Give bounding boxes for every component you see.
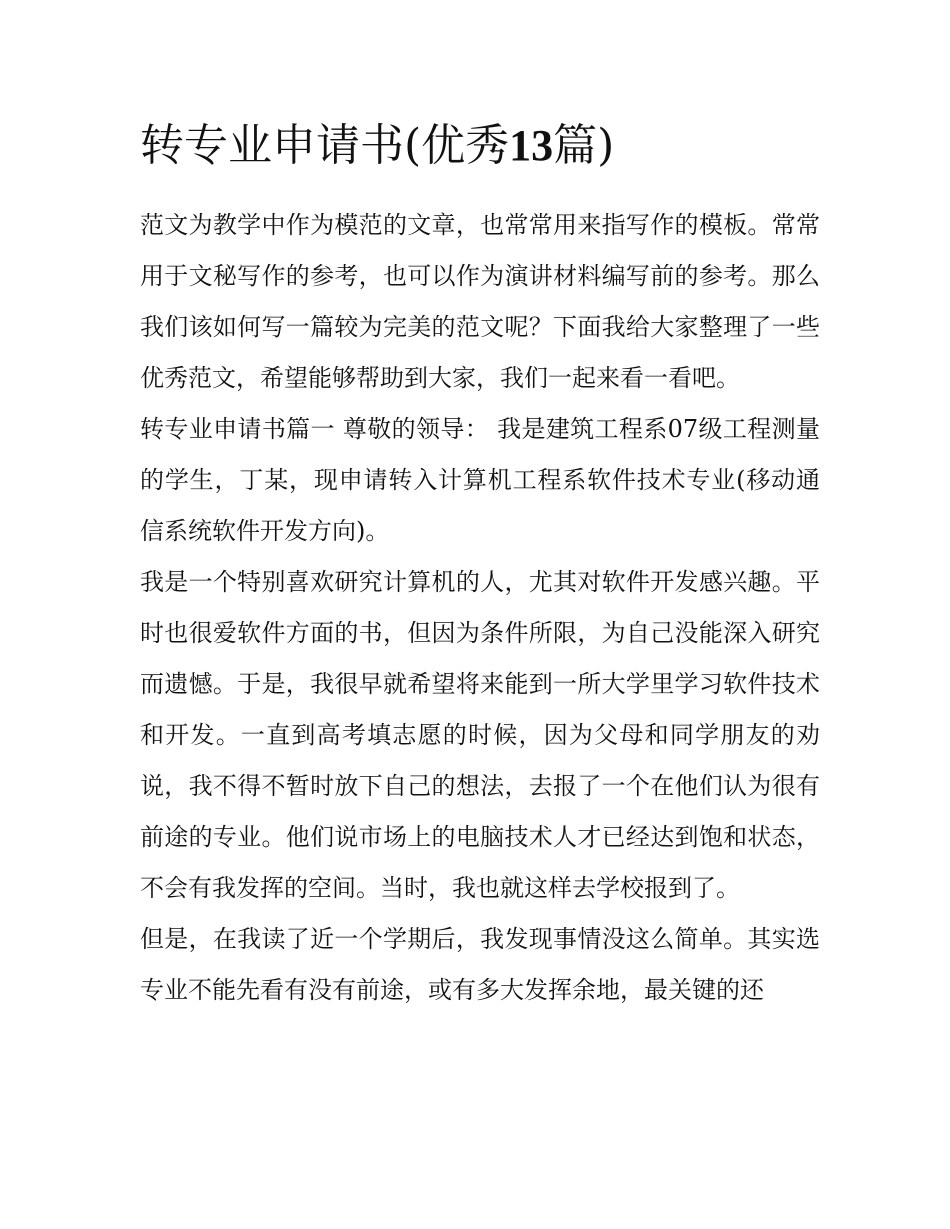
title-prefix: 转专业申请书(优秀: [140, 120, 510, 171]
document-title: [140, 118, 820, 174]
title-number: 13: [509, 121, 554, 170]
paragraph-intro: 范文为教学中作为模范的文章，也常常用来指写作的模板。常常用于文秘写作的参考，也可以作为演讲材料编写前的参考。那么我们该如何写一篇较为完美的范文呢？下面我给大家整理了一些优秀范文，希望能够帮助到大家，我们一起来看一看吧。: [140, 211, 820, 392]
paragraph-background: 我是一个特别喜欢研究计算机的人，尤其对软件开发感兴趣。平时也很爱软件方面的书，但因为条件所限，为自己没能深入研究而遗憾。于是，我很早就希望将来能到一所大学里学习软件技术和开发。一直到高考填志愿的时候，因为父母和同学朋友的劝说，我不得不暂时放下自己的想法，去报了一个在他们认为很有前途的专业。他们说市场上的电脑技术人才已经达到饱和状态，不会有我发挥的空间。当时，我也就这样去学校报到了。: [140, 568, 820, 902]
title-suffix: 篇): [553, 120, 615, 171]
paragraph-letter-opening: 转专业申请书篇一 尊敬的领导： 我是建筑工程系07级工程测量的学生，丁某，现申请转入计算机工程系软件技术专业(移动通信系统软件开发方向)。: [140, 415, 820, 545]
document-body: [140, 200, 820, 1016]
paragraph-reflection: 但是，在我读了近一个学期后，我发现事情没这么简单。其实选专业不能先看有没有前途，或有多大发挥余地，最关键的还: [140, 925, 820, 1004]
